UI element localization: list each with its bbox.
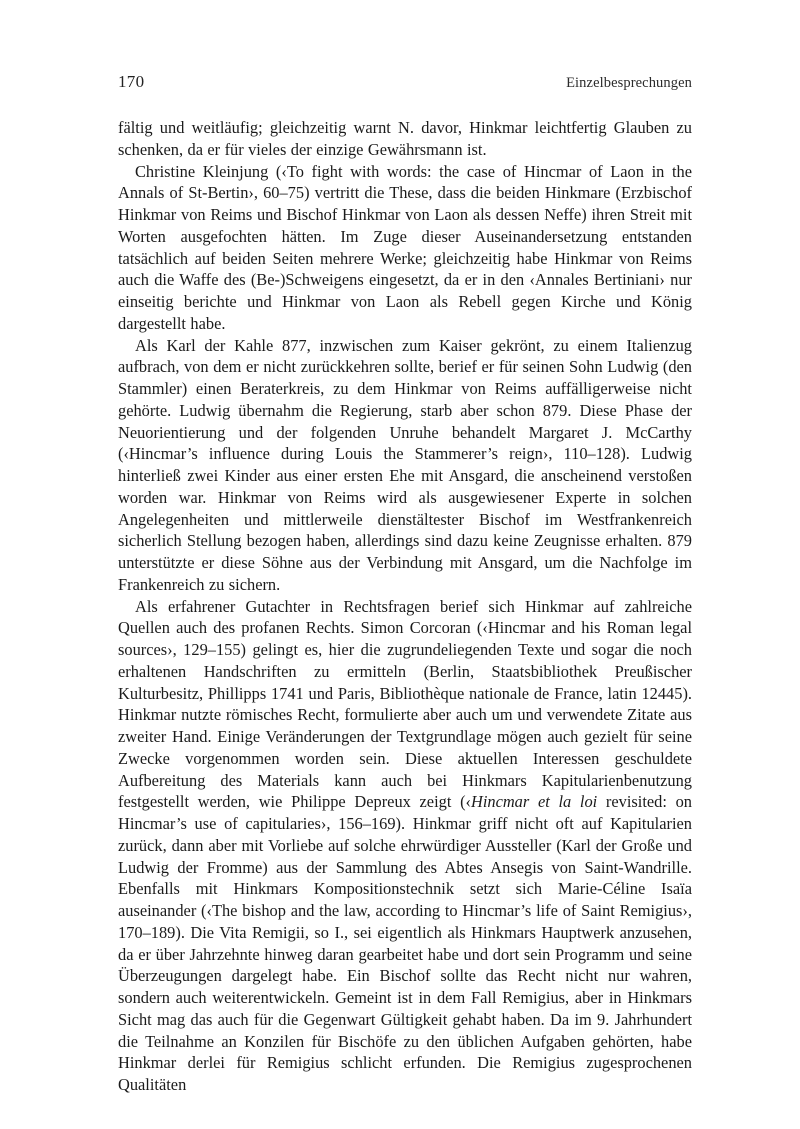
para-1: fältig und weitläufig; gleichzeitig warnt N. davor, Hinkmar leichtfertig Glauben zu schenken, da er für vieles der einzige Gewährsmann ist. [118, 118, 692, 159]
body-text [118, 117, 692, 1096]
italic-work-title: Hincmar et la loi [470, 792, 598, 812]
para-2: Christine Kleinjung (‹To fight with words: the case of Hincmar of Laon in the Annals of St-Bertin›, 60–75) vertritt die These, dass die beiden Hinkmare (Erzbischof Hinkmar von Reims und Bischof Hinkmar von Laon als dessen Neffe) ihren Streit mit Worten ausgefochten hätten. Im Zuge dieser Auseinandersetzung entstanden tatsächlich auf beiden Seiten mehrere Werke; gleichzeitig habe Hinkmar von Reims auch die Waffe des (Be-)Schweigens eingesetzt, da er in den ‹Annales Bertiniani› nur einseitig berichte und Hinkmar von Laon als Rebell gegen Kirche und König dargestellt habe. [118, 161, 692, 333]
para-3: Als Karl der Kahle 877, inzwischen zum Kaiser gekrönt, zu einem Italienzug aufbrach, von dem er nicht zurückkehren sollte, berief er für seinen Sohn Ludwig (den Stammler) einen Beraterkreis, zu dem Hinkmar von Reims auffälligerweise nicht gehörte. Ludwig übernahm die Regierung, starb aber schon 879. Diese Phase der Neuorientierung und der folgenden Unruhe behandelt Margaret J. McCarthy (‹Hincmar’s influence during Louis the Stammerer’s reign›, 110–128). Ludwig hinterließ zwei Kinder aus einer ersten Ehe mit Ansgard, die anscheinend verstoßen worden war. Hinkmar von Reims wird als ausgewiesener Experte in solchen Angelegenheiten und mittlerweile dienstältester Bischof im Westfrankenreich sicherlich Stellung bezogen haben, allerdings sind dazu keine Zeugnisse erhalten. 879 unterstützte er diese Söhne aus der Verbindung mit Ansgard, um die Nachfolge im Frankenreich zu sichern. [118, 335, 692, 594]
running-head-title: Einzelbesprechungen [566, 75, 692, 91]
page-number: 170 [118, 72, 145, 91]
para-4: Als erfahrener Gutachter in Rechtsfragen berief sich Hinkmar auf zahlreiche Quellen auch des profanen Rechts. Simon Corcoran (‹Hincmar and his Roman legal sources›, 129–155) gelingt es, hier die zugrundeliegenden Texte und sogar die noch erhaltenen Handschriften zu ermitteln (Berlin, Staatsbibliothek Preußischer Kulturbesitz, Phillipps 1741 und Paris, Bibliothèque nationale de France, latin 12445). Hinkmar nutzte römisches Recht, formulierte aber auch um und verwendete Zitate aus zweiter Hand. Einige Veränderungen der Textgrundlage mögen auch gezielt für seine Zwecke vorgenommen worden sein. Diese aktuellen Interessen geschuldete Aufbereitung des Materials kann auch bei Hinkmars Kapitularienbenutzung festgestellt werden, wie Philippe Depreux zeigt (‹Hincmar et la loi revisited: on Hincmar’s use of capitularies›, 156–169). Hinkmar griff nicht oft auf Kapitularien zurück, dann aber mit Vorliebe auf solche ehrwürdiger Aussteller (Karl der Große und Ludwig der Fromme) aus der Sammlung des Abtes Ansegis von Saint-Wandrille. Ebenfalls mit Hinkmars Kompositionstechnik setzt sich Marie-Céline Isaïa auseinander (‹The bishop and the law, according to Hincmar’s life of Saint Remigius›, 170–189). Die Vita Remigii, so I., sei eigentlich als Hinkmars Hauptwerk anzusehen, da er über Jahrzehnte hinweg daran gearbeitet habe und dort sein Programm und seine Überzeugungen dargelegt habe. Ein Bischof sollte das Recht nicht nur wahren, sondern auch weiterentwickeln. Gemeint ist in dem Fall Remigius, aber in Hinkmars Sicht mag das auch für die Gegenwart Gültigkeit gehabt haben. Da im 9. Jahrhundert die Teilnahme an Konzilen für Bischöfe zu den üblichen Aufgaben gehörten, habe Hinkmar derlei für Remigius schlicht erfunden. Die Remigius zugesprochenen Qualitäten [118, 596, 692, 1094]
page-content [118, 0, 692, 1096]
running-head [118, 72, 692, 94]
